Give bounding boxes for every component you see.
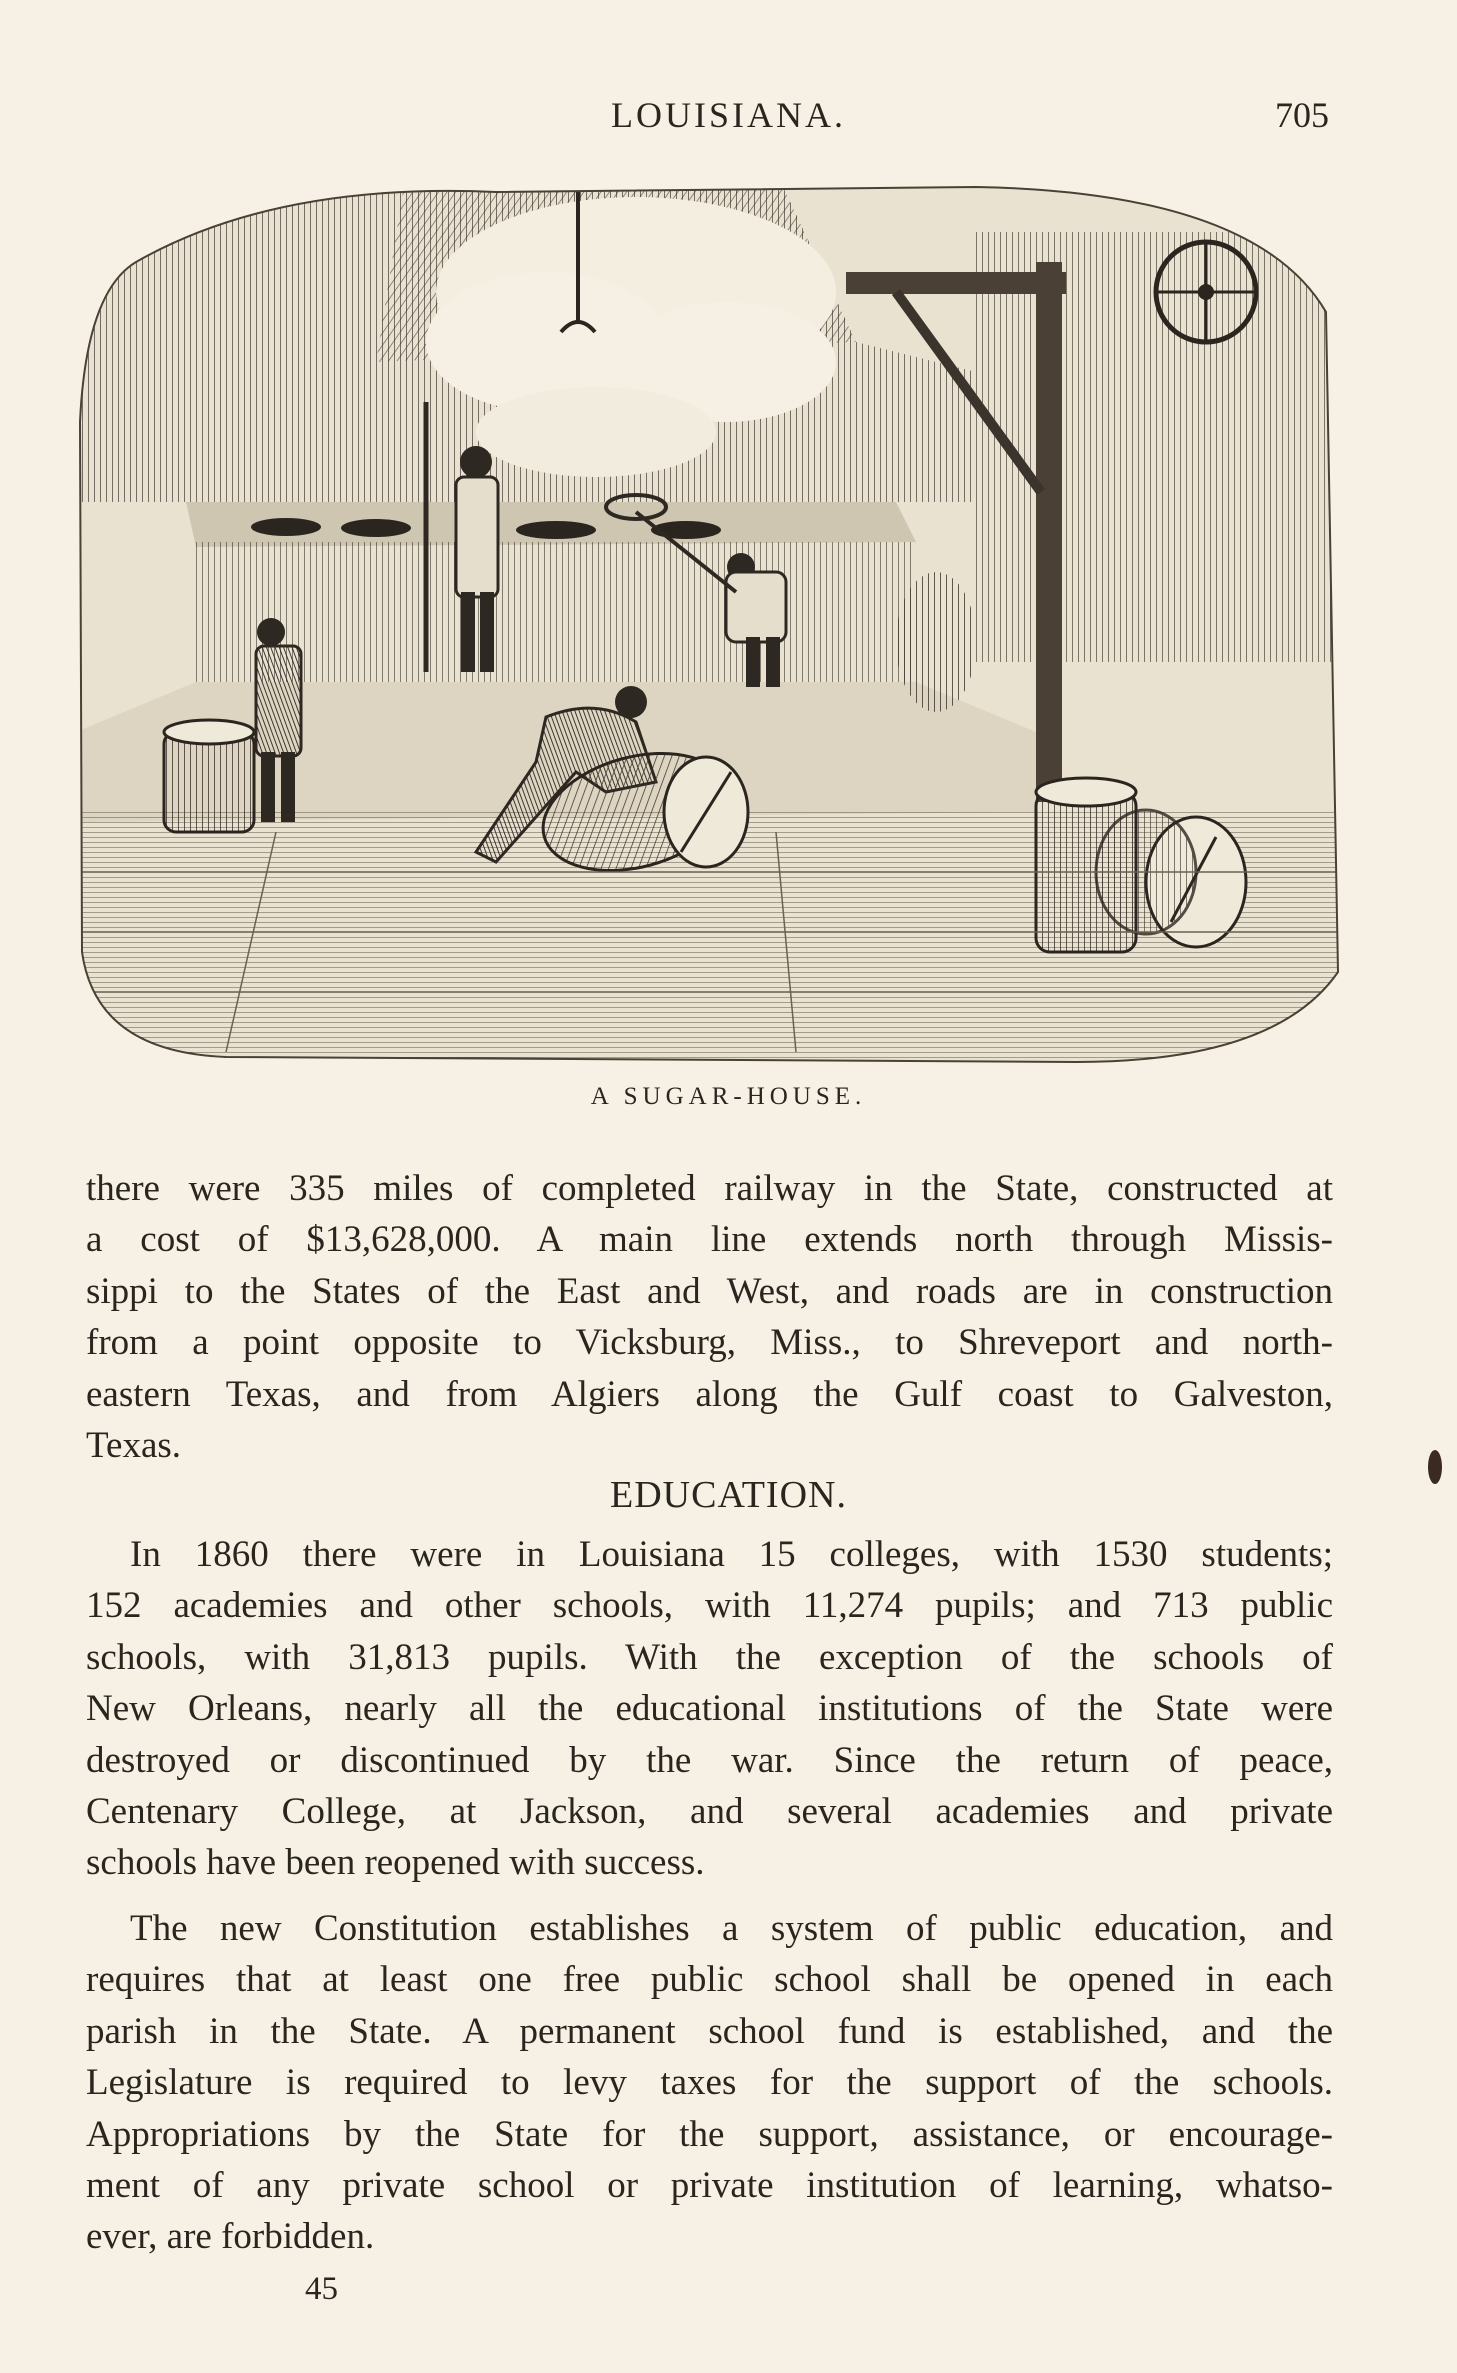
text-line: In 1860 there were in Louisiana 15 colleges, with 1530 students; — [130, 1534, 1333, 1575]
signature-mark: 45 — [305, 2271, 338, 2307]
text-line: parish in the State. A permanent school fund is established, and the — [86, 2010, 1333, 2052]
paragraph-constitution — [86, 1903, 1333, 2263]
engraving-drawing — [76, 172, 1344, 1069]
text-line: Centenary College, at Jackson, and several academies and private — [86, 1790, 1333, 1832]
text-line: from a point opposite to Vicksburg, Miss., to Shreveport and north- — [86, 1322, 1333, 1364]
text-line: ever, are forbidden. — [86, 2216, 375, 2258]
text-line: The new Constitution establishes a system of public education, and — [130, 1908, 1333, 1949]
text-line: schools, with 31,813 pupils. With the exception of the schools of — [86, 1636, 1333, 1678]
text-line: New Orleans, nearly all the educational institutions of the State were — [86, 1688, 1333, 1730]
ink-blot — [1428, 1450, 1442, 1484]
text-line: Appropriations by the State for the support, assistance, or encourage- — [86, 2113, 1333, 2155]
text-line: eastern Texas, and from Algiers along the Gulf coast to Galveston, — [86, 1373, 1333, 1415]
illustration-caption: A SUGAR-HOUSE. — [590, 1083, 867, 1110]
sugar-house-engraving — [76, 172, 1344, 1069]
page-number: 705 — [1275, 95, 1329, 135]
text-line: a cost of $13,628,000. A main line extends north through Missis- — [86, 1219, 1333, 1261]
text-line: ment of any private school or private institution of learning, whatso- — [86, 2164, 1333, 2206]
text-line: Legislature is required to levy taxes for the support of the schools. — [86, 2062, 1333, 2104]
text-line: requires that at least one free public school shall be opened in each — [86, 1959, 1333, 2001]
text-line: sippi to the States of the East and West, and roads are in construction — [86, 1270, 1333, 1312]
text-line: schools have been reopened with success. — [86, 1842, 705, 1884]
section-heading: EDUCATION. — [610, 1474, 847, 1516]
text-line: Texas. — [86, 1424, 182, 1466]
text-line: 152 academies and other schools, with 11,274 pupils; and 713 public — [86, 1585, 1333, 1627]
running-head — [0, 94, 1457, 144]
text-line: destroyed or discontinued by the war. Since the return of peace, — [86, 1739, 1333, 1781]
running-title: LOUISIANA. — [611, 95, 846, 135]
text-line: there were 335 miles of completed railway in the State, constructed at — [86, 1168, 1333, 1209]
paragraph-railways — [86, 1163, 1333, 1471]
paragraph-education-statistics — [86, 1529, 1333, 1889]
